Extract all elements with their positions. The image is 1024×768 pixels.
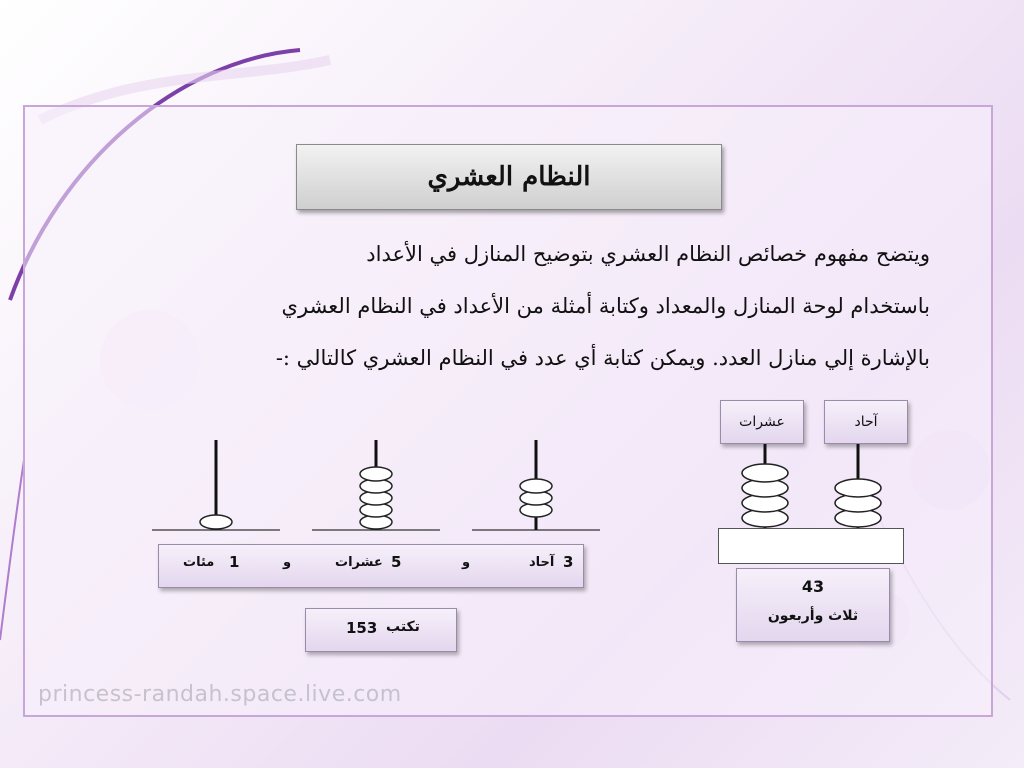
watermark: princess-randah.space.live.com: [38, 682, 402, 707]
ones-label: آحاد: [854, 414, 878, 430]
tens-word: عشرات: [335, 555, 383, 570]
hundreds-word: مئات: [183, 555, 215, 570]
and-connector-1: و: [462, 555, 471, 570]
slide-title: النظام العشري: [296, 144, 722, 210]
tens-bead-5: [360, 467, 392, 481]
paragraph-line-1: ويتضح مفهوم خصائص النظام العشري بتوضيح المنازل في الأعداد: [366, 242, 930, 266]
paragraph-line-3: بالإشارة إلي منازل العدد. ويمكن كتابة أي عدد في النظام العشري كالتالي :-: [275, 346, 930, 370]
tens-digit: 5: [391, 553, 402, 571]
abacus-beads-153: [200, 467, 552, 529]
tens-bead-4: [742, 464, 788, 482]
written-label: تكتب: [386, 619, 420, 635]
hundreds-digit: 1: [229, 553, 240, 571]
written-number-box: [305, 608, 457, 652]
hundreds-bead-1: [200, 515, 232, 529]
result-words: ثلاث وأربعون: [767, 608, 859, 624]
abacus-beads-43: [742, 464, 881, 527]
ones-bead-3: [520, 479, 552, 493]
place-value-breakdown: [158, 544, 584, 588]
ones-bead-3: [835, 479, 881, 497]
ones-word: آحاد: [529, 555, 555, 570]
ones-digit: 3: [563, 553, 574, 571]
result-number: 43: [801, 577, 825, 596]
and-connector-2: و: [283, 555, 292, 570]
written-number: 153: [346, 619, 378, 637]
tens-label: عشرات: [739, 414, 785, 430]
paragraph-line-2: باستخدام لوحة المنازل والمعداد وكتابة أمثلة من الأعداد في النظام العشري: [281, 294, 930, 318]
